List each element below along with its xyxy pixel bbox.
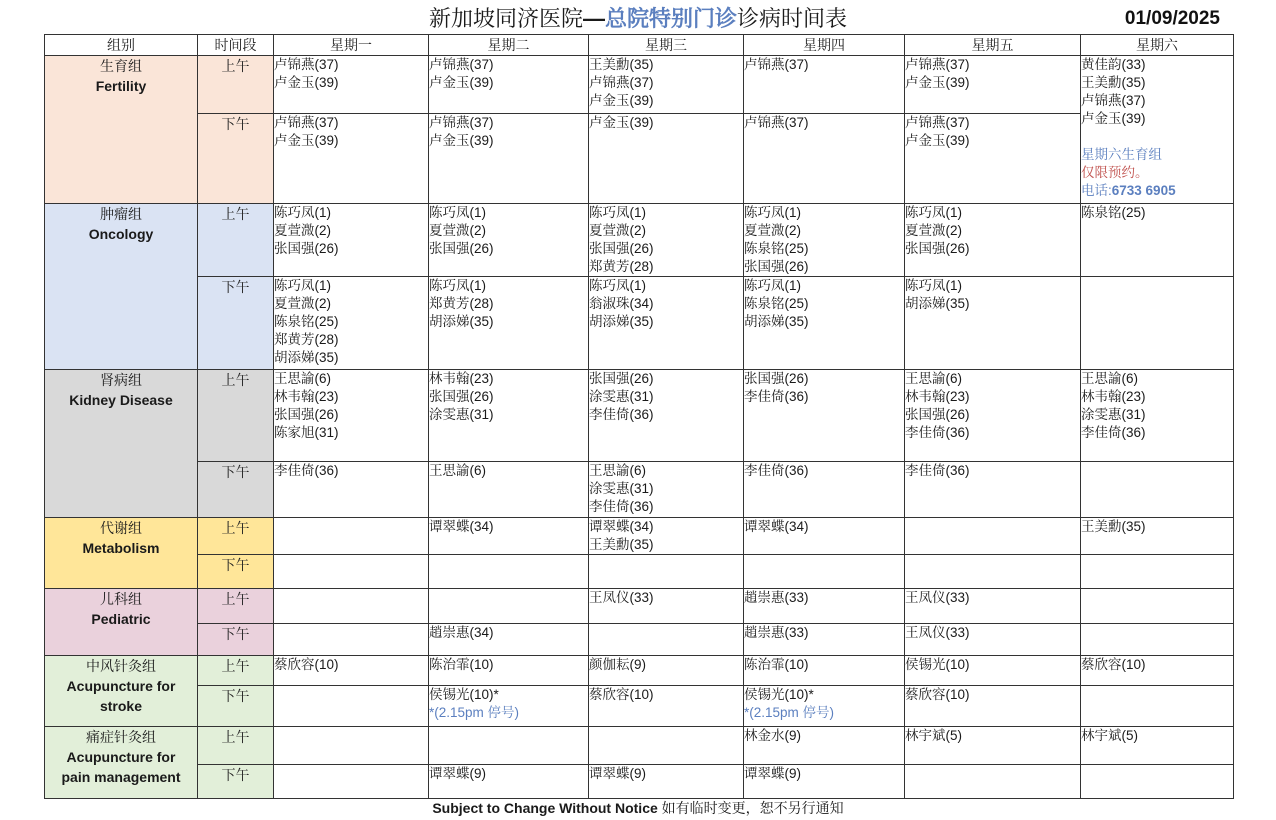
group-zh: 肾病组 xyxy=(100,372,142,388)
doctor-entry: 卢锦燕(37) xyxy=(589,75,654,90)
row-stroke-am xyxy=(45,656,1234,686)
doctor-entry: 陈治霏(10) xyxy=(744,657,809,672)
doctor-entry: 涂雯惠(31) xyxy=(429,407,494,422)
slot-pm: 下午 xyxy=(198,555,274,589)
doctor-entry: 林韦翰(23) xyxy=(429,371,494,386)
cell xyxy=(589,462,744,518)
doctor-entry: 夏萱溦(2) xyxy=(905,223,962,238)
group-metabolism xyxy=(45,518,198,589)
cell xyxy=(744,204,905,277)
doctor-entry: 陈泉铭(25) xyxy=(274,314,339,329)
sat-phone-label: 电话: xyxy=(1081,183,1112,198)
doctor-entry: 陈治霏(10) xyxy=(429,657,494,672)
group-en-line1: Acupuncture for xyxy=(66,749,176,765)
cell xyxy=(274,686,429,727)
cell xyxy=(589,624,744,656)
doctor-entry: 陈泉铭(25) xyxy=(744,296,809,311)
doctor-entry: 张国强(26) xyxy=(429,241,494,256)
row-pediatric-pm xyxy=(45,624,1234,656)
cell xyxy=(1081,462,1234,518)
group-en-line2: stroke xyxy=(99,698,143,714)
header-mon: 星期一 xyxy=(274,35,429,56)
cell xyxy=(274,765,429,799)
cell xyxy=(589,277,744,370)
header-tue: 星期二 xyxy=(429,35,589,56)
doctor-entry: 卢金玉(39) xyxy=(589,115,654,130)
cell xyxy=(589,518,744,555)
doctor-entry: 胡添娣(35) xyxy=(744,314,809,329)
doctor-entry: 张国强(26) xyxy=(744,371,809,386)
cell xyxy=(905,114,1081,204)
group-fertility xyxy=(45,56,198,204)
doctor-entry: 林宇斌(5) xyxy=(905,728,962,743)
doctor-entry: 侯锡光(10)* xyxy=(744,687,814,702)
header-slot: 时间段 xyxy=(198,35,274,56)
cell xyxy=(905,277,1081,370)
doctor-entry: 蔡欣容(10) xyxy=(589,687,654,702)
doctor-entry: 胡添娣(35) xyxy=(589,314,654,329)
cell xyxy=(744,56,905,114)
doctor-entry: 翁淑珠(34) xyxy=(589,296,654,311)
cell xyxy=(905,765,1081,799)
row-fertility-am xyxy=(45,56,1234,114)
cell xyxy=(1081,686,1234,727)
doctor-entry: 陈巧凤(1) xyxy=(744,278,801,293)
doctor-entry: 李佳倚(36) xyxy=(744,463,809,478)
doctor-entry: 张国强(26) xyxy=(274,241,339,256)
doctor-entry: 李佳倚(36) xyxy=(905,463,970,478)
cell xyxy=(429,518,589,555)
cell xyxy=(429,727,589,765)
slot-am: 上午 xyxy=(198,370,274,462)
footer-en: Subject to Change Without Notice xyxy=(432,800,658,816)
doctor-entry: 王美勳(35) xyxy=(589,57,654,72)
doctor-entry: 卢锦燕(37) xyxy=(744,115,809,130)
cell xyxy=(744,462,905,518)
footer-zh: 如有临时变更，恕不另行通知 xyxy=(661,800,844,816)
cell xyxy=(905,589,1081,624)
doctor-entry: 郑黄芳(28) xyxy=(429,296,494,311)
cell-stroke-pm-tue xyxy=(429,686,589,727)
stop-registration-note: *(2.15pm 停号) xyxy=(429,705,520,720)
sat-phone-number: 6733 6905 xyxy=(1111,183,1176,198)
doctor-entry: 卢锦燕(37) xyxy=(274,57,339,72)
doctor-entry: 卢锦燕(37) xyxy=(429,115,494,130)
doctor-entry: 林韦翰(23) xyxy=(274,389,339,404)
header-row xyxy=(45,35,1234,56)
doctor-entry: 蔡欣容(10) xyxy=(274,657,339,672)
row-metabolism-pm xyxy=(45,555,1234,589)
cell xyxy=(589,204,744,277)
doctor-entry: 张国强(26) xyxy=(589,371,654,386)
group-en: Metabolism xyxy=(82,540,160,556)
cell xyxy=(1081,370,1234,462)
row-metabolism-am xyxy=(45,518,1234,555)
cell xyxy=(1081,765,1234,799)
doctor-entry: 胡添娣(35) xyxy=(429,314,494,329)
doctor-entry: 王思諭(6) xyxy=(905,371,962,386)
cell xyxy=(905,656,1081,686)
cell xyxy=(1081,589,1234,624)
doctor-entry: 王美勳(35) xyxy=(589,537,654,552)
doctor-entry: 颜伽耘(9) xyxy=(589,657,646,672)
cell xyxy=(744,114,905,204)
slot-pm: 下午 xyxy=(198,114,274,204)
stop-registration-note: *(2.15pm 停号) xyxy=(744,705,835,720)
cell xyxy=(905,370,1081,462)
group-en: Pediatric xyxy=(91,611,151,627)
slot-am: 上午 xyxy=(198,727,274,765)
cell xyxy=(905,555,1081,589)
schedule-date: 01/09/2025 xyxy=(1124,8,1220,29)
group-zh: 代谢组 xyxy=(100,520,142,536)
row-fertility-pm xyxy=(45,114,1234,204)
doctor-entry: 侯锡光(10)* xyxy=(429,687,499,702)
cell xyxy=(274,727,429,765)
cell xyxy=(905,624,1081,656)
cell xyxy=(905,56,1081,114)
doctor-entry: 谭翠蝶(9) xyxy=(744,766,801,781)
doctor-entry: 趙崇惠(34) xyxy=(429,625,494,640)
cell xyxy=(274,518,429,555)
sat-note-group: 星期六生育组 xyxy=(1081,147,1162,162)
cell xyxy=(744,656,905,686)
doctor-entry: 王美勳(35) xyxy=(1081,75,1146,90)
group-en-line2: pain management xyxy=(61,769,181,785)
header-group: 组别 xyxy=(45,35,198,56)
doctor-entry: 卢金玉(39) xyxy=(429,133,494,148)
group-zh: 中风针灸组 xyxy=(86,658,156,674)
doctor-entry: 王思諭(6) xyxy=(429,463,486,478)
doctor-entry: 谭翠蝶(34) xyxy=(744,519,809,534)
slot-am: 上午 xyxy=(198,589,274,624)
cell xyxy=(1081,624,1234,656)
cell xyxy=(744,589,905,624)
doctor-entry: 李佳倚(36) xyxy=(1081,425,1146,440)
doctor-entry: 卢金玉(39) xyxy=(1081,111,1146,126)
doctor-entry: 陈巧凤(1) xyxy=(589,278,646,293)
title-part2: 诊病时间表 xyxy=(737,6,848,31)
doctor-entry: 陈巧凤(1) xyxy=(429,278,486,293)
doctor-entry: 夏萱溦(2) xyxy=(274,296,331,311)
group-en: Fertility xyxy=(95,78,147,94)
doctor-entry: 卢锦燕(37) xyxy=(274,115,339,130)
cell xyxy=(429,56,589,114)
header-wed: 星期三 xyxy=(589,35,744,56)
doctor-entry: 卢金玉(39) xyxy=(429,75,494,90)
doctor-entry: 胡添娣(35) xyxy=(905,296,970,311)
doctor-entry: 卢金玉(39) xyxy=(274,133,339,148)
doctor-entry: 侯锡光(10) xyxy=(905,657,970,672)
group-zh: 肿瘤组 xyxy=(100,206,142,222)
doctor-entry: 王凤仪(33) xyxy=(905,590,970,605)
cell xyxy=(744,555,905,589)
doctor-entry: 郑黄芳(28) xyxy=(274,332,339,347)
cell xyxy=(744,370,905,462)
doctor-entry: 王思諭(6) xyxy=(274,371,331,386)
cell xyxy=(744,518,905,555)
cell xyxy=(1081,518,1234,555)
cell xyxy=(1081,277,1234,370)
doctor-entry: 趙崇惠(33) xyxy=(744,590,809,605)
doctor-entry: 卢金玉(39) xyxy=(905,75,970,90)
doctor-entry: 涂雯惠(31) xyxy=(589,389,654,404)
doctor-entry: 夏萱溦(2) xyxy=(589,223,646,238)
doctor-entry: 卢金玉(39) xyxy=(274,75,339,90)
header-fri: 星期五 xyxy=(905,35,1081,56)
row-pediatric-am xyxy=(45,589,1234,624)
cell xyxy=(589,370,744,462)
cell xyxy=(905,204,1081,277)
cell xyxy=(429,370,589,462)
doctor-entry: 李佳倚(36) xyxy=(274,463,339,478)
group-en: Kidney Disease xyxy=(69,392,173,408)
sat-phone xyxy=(1081,182,1233,200)
group-oncology xyxy=(45,204,198,370)
cell xyxy=(905,518,1081,555)
title-part1: 新加坡同济医院 xyxy=(428,6,583,31)
doctor-entry: 林韦翰(23) xyxy=(1081,389,1146,404)
doctor-entry: 陈巧凤(1) xyxy=(744,205,801,220)
doctor-entry: 谭翠蝶(34) xyxy=(589,519,654,534)
title-highlight: 总院特别门诊 xyxy=(604,6,737,31)
cell xyxy=(905,686,1081,727)
cell xyxy=(589,555,744,589)
slot-pm: 下午 xyxy=(198,277,274,370)
cell xyxy=(744,624,905,656)
slot-pm: 下午 xyxy=(198,624,274,656)
cell xyxy=(274,370,429,462)
doctor-entry: 陈家旭(31) xyxy=(274,425,339,440)
doctor-entry: 林宇斌(5) xyxy=(1081,728,1138,743)
doctor-entry: 陈巧凤(1) xyxy=(274,205,331,220)
slot-pm: 下午 xyxy=(198,462,274,518)
cell xyxy=(274,555,429,589)
cell xyxy=(589,589,744,624)
cell-stroke-pm-thu xyxy=(744,686,905,727)
group-pediatric xyxy=(45,589,198,656)
doctor-entry: 张国强(26) xyxy=(429,389,494,404)
slot-am: 上午 xyxy=(198,56,274,114)
cell-fertility-sat xyxy=(1081,56,1234,204)
cell xyxy=(429,114,589,204)
cell xyxy=(589,114,744,204)
cell xyxy=(429,624,589,656)
doctor-entry: 陈泉铭(25) xyxy=(1081,205,1146,220)
row-pain-pm xyxy=(45,765,1234,799)
doctor-entry: 卢锦燕(37) xyxy=(1081,93,1146,108)
row-oncology-am xyxy=(45,204,1234,277)
footer-notice xyxy=(0,798,1276,818)
doctor-entry: 李佳倚(36) xyxy=(589,407,654,422)
doctor-entry: 张国强(26) xyxy=(905,407,970,422)
doctor-entry: 卢金玉(39) xyxy=(905,133,970,148)
cell xyxy=(744,727,905,765)
doctor-entry: 王思諭(6) xyxy=(589,463,646,478)
cell xyxy=(429,277,589,370)
doctor-list xyxy=(744,686,904,704)
doctor-entry: 李佳倚(36) xyxy=(905,425,970,440)
cell xyxy=(429,555,589,589)
cell xyxy=(429,656,589,686)
doctor-entry: 胡添娣(35) xyxy=(274,350,339,365)
cell xyxy=(589,686,744,727)
cell xyxy=(744,277,905,370)
doctor-entry: 涂雯惠(31) xyxy=(1081,407,1146,422)
slot-pm: 下午 xyxy=(198,765,274,799)
doctor-entry: 王凤仪(33) xyxy=(905,625,970,640)
doctor-entry: 夏萱溦(2) xyxy=(274,223,331,238)
cell xyxy=(905,462,1081,518)
cell xyxy=(274,624,429,656)
page-title xyxy=(0,4,1276,34)
row-oncology-pm xyxy=(45,277,1234,370)
group-stroke xyxy=(45,656,198,727)
doctor-entry: 张国强(26) xyxy=(589,241,654,256)
schedule-table xyxy=(44,34,1234,799)
cell xyxy=(429,462,589,518)
doctor-entry: 王美勳(35) xyxy=(1081,519,1146,534)
group-zh: 生育组 xyxy=(100,58,142,74)
cell xyxy=(1081,727,1234,765)
doctor-entry: 陈巧凤(1) xyxy=(429,205,486,220)
cell xyxy=(1081,204,1234,277)
doctor-entry: 卢金玉(39) xyxy=(589,93,654,108)
doctor-entry: 谭翠蝶(9) xyxy=(429,766,486,781)
cell xyxy=(274,114,429,204)
group-zh: 儿科组 xyxy=(100,591,142,607)
doctor-entry: 张国强(26) xyxy=(744,259,809,274)
cell xyxy=(589,765,744,799)
cell xyxy=(274,462,429,518)
doctor-entry: 蔡欣容(10) xyxy=(1081,657,1146,672)
doctor-entry: 郑黄芳(28) xyxy=(589,259,654,274)
doctor-entry: 卢锦燕(37) xyxy=(744,57,809,72)
doctor-entry: 王思諭(6) xyxy=(1081,371,1138,386)
cell xyxy=(589,56,744,114)
doctor-entry: 卢锦燕(37) xyxy=(429,57,494,72)
header-thu: 星期四 xyxy=(744,35,905,56)
header-sat: 星期六 xyxy=(1081,35,1234,56)
doctor-entry: 李佳倚(36) xyxy=(744,389,809,404)
doctor-entry: 王凤仪(33) xyxy=(589,590,654,605)
doctor-entry: 林金水(9) xyxy=(744,728,801,743)
doctor-entry: 陈巧凤(1) xyxy=(589,205,646,220)
doctor-entry: 蔡欣容(10) xyxy=(905,687,970,702)
group-zh: 痛症针灸组 xyxy=(86,729,156,745)
group-kidney xyxy=(45,370,198,518)
doctor-entry: 涂雯惠(31) xyxy=(589,481,654,496)
cell xyxy=(589,656,744,686)
title-dash: — xyxy=(582,6,605,31)
slot-am: 上午 xyxy=(198,204,274,277)
doctor-entry: 李佳倚(36) xyxy=(589,499,654,514)
doctor-entry: 谭翠蝶(9) xyxy=(589,766,646,781)
cell xyxy=(429,765,589,799)
cell xyxy=(905,727,1081,765)
slot-am: 上午 xyxy=(198,656,274,686)
doctor-entry: 陈巧凤(1) xyxy=(905,278,962,293)
doctor-entry: 陈巧凤(1) xyxy=(274,278,331,293)
row-stroke-pm xyxy=(45,686,1234,727)
row-kidney-am xyxy=(45,370,1234,462)
doctor-list xyxy=(429,686,588,704)
cell xyxy=(274,204,429,277)
cell xyxy=(429,589,589,624)
group-en-line1: Acupuncture for xyxy=(66,678,176,694)
doctor-entry: 卢锦燕(37) xyxy=(905,57,970,72)
cell xyxy=(274,56,429,114)
doctor-entry: 陈泉铭(25) xyxy=(744,241,809,256)
row-kidney-pm xyxy=(45,462,1234,518)
doctor-entry: 黄佳韵(33) xyxy=(1081,57,1146,72)
cell xyxy=(274,589,429,624)
doctor-entry: 张国强(26) xyxy=(905,241,970,256)
sat-note-appointment: 仅限预约。 xyxy=(1081,165,1149,180)
doctor-entry: 夏萱溦(2) xyxy=(429,223,486,238)
row-pain-am xyxy=(45,727,1234,765)
doctor-entry: 林韦翰(23) xyxy=(905,389,970,404)
slot-am: 上午 xyxy=(198,518,274,555)
doctor-entry: 张国强(26) xyxy=(274,407,339,422)
doctor-list xyxy=(1081,56,1233,128)
group-en: Oncology xyxy=(88,226,154,242)
cell xyxy=(744,765,905,799)
slot-pm: 下午 xyxy=(198,686,274,727)
doctor-entry: 陈巧凤(1) xyxy=(905,205,962,220)
cell xyxy=(1081,555,1234,589)
doctor-entry: 卢锦燕(37) xyxy=(905,115,970,130)
doctor-entry: 谭翠蝶(34) xyxy=(429,519,494,534)
doctor-entry: 趙崇惠(33) xyxy=(744,625,809,640)
doctor-entry: 夏萱溦(2) xyxy=(744,223,801,238)
group-pain xyxy=(45,727,198,799)
cell xyxy=(274,277,429,370)
cell xyxy=(1081,656,1234,686)
cell xyxy=(274,656,429,686)
cell xyxy=(429,204,589,277)
cell xyxy=(589,727,744,765)
